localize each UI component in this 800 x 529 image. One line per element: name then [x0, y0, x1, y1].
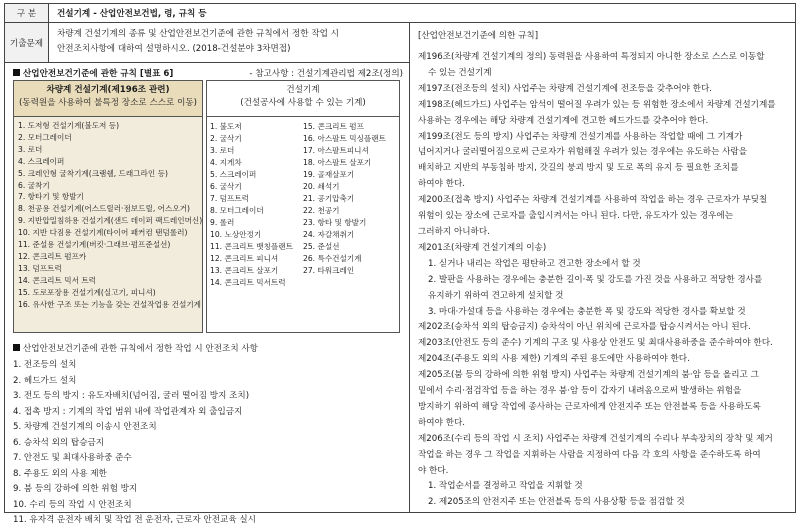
- left-column: [5, 63, 409, 525]
- table-header: [5, 63, 409, 80]
- table-subtitle: (동력원을 사용하여 불특정 장소로 스스로 이동): [18, 98, 198, 108]
- list-item: 14. 콘크리트 믹서트럭: [210, 278, 286, 287]
- regulation-line: 2. 제205조의 안전지주 또는 안전블록 등의 사용상황 등을 점검할 것: [428, 497, 685, 508]
- regulation-line: 제199조(전도 등의 방지) 사업주는 차량계 건설기계를 사용하는 작업할 때에 그 기계가: [418, 131, 743, 142]
- subject-row: [5, 4, 795, 23]
- list-item: 24. 자갈채취기: [303, 230, 355, 239]
- regulation-line: 사용하는 경우에는 해당 차량계 건설기계에 견고한 헤드가드를 갖추어야 한다.: [418, 115, 709, 126]
- question-label: 기출문제: [5, 23, 49, 62]
- regulation-line: 제204조(주용도 외의 사용 제한) 기계의 주된 용도에만 사용하여야 한다.: [418, 354, 690, 365]
- list-item: 4. 스크레이퍼: [18, 156, 65, 166]
- regulation-line: 야 한다.: [418, 465, 449, 476]
- list-item: 2. 헤드가드 설치: [13, 375, 77, 386]
- list-item: 12. 콘크리트 피니셔: [210, 254, 279, 263]
- regulation-line: 방지하기 위하여 해당 작업에 종사하는 근로자에게 안전지주 또는 안전블록 등을 사용하도록: [418, 401, 761, 412]
- table-title: 건설기계: [286, 85, 320, 95]
- machinery-list-col2: [303, 121, 396, 289]
- right-column: [410, 23, 795, 513]
- question-text: [49, 23, 409, 62]
- regulation-text: [418, 50, 789, 511]
- section-title: [13, 342, 403, 356]
- regulation-line: 2. 발판을 사용하는 경우에는 충분한 길이·폭 및 강도를 가진 것을 사용하고 적당한 경사를: [428, 274, 763, 285]
- regulation-line: 하여야 한다.: [418, 179, 465, 190]
- vehicle-machinery-list: [14, 117, 202, 314]
- list-item: 11. 콘크리트 뱃칭플랜트: [210, 242, 293, 251]
- list-item: 11. 준설용 건설기계(버킷·그래브·펌프준설선): [18, 240, 171, 250]
- section-title-text: 산업안전보건기준에 관한 규칙에서 정한 작업 시 안전조치 사항: [23, 344, 258, 354]
- machinery-columns: [207, 117, 399, 293]
- regulation-line: 수 있는 건설기계: [428, 67, 492, 78]
- table-heading: [207, 81, 399, 117]
- square-bullet-icon: [13, 69, 20, 76]
- regulation-line: 밑에서 수리·점검작업 등을 하는 경우 붐·암 등이 갑자기 내려옴으로써 발생하는 위험을: [418, 386, 742, 397]
- subject-label: 구 분: [5, 4, 49, 22]
- list-item: 6. 굴착기: [18, 180, 50, 190]
- list-item: 8. 모터그레이더: [210, 206, 264, 215]
- regulation-line: 제201조(차량계 건설기계의 이송): [418, 242, 547, 253]
- regulation-line: 3. 마대·가설대 등을 사용하는 경우에는 충분한 폭 및 강도와 적당한 경사를 확보할 것: [428, 306, 746, 317]
- regulation-line: 제203조(안전도 등의 준수) 기계의 구조 및 사용상 안전도 및 최대사용하중을 준수하여야 한다.: [418, 338, 773, 349]
- list-item: 2. 굴삭기: [210, 134, 242, 143]
- list-item: 4. 접촉 방지 : 기계의 작업 범위 내에 작업관계자 외 출입금지: [13, 406, 243, 417]
- list-item: 1. 전조등의 설치: [13, 360, 77, 370]
- reference-note: - 참고사항 : 건설기계관리법 제2조(정의): [249, 69, 403, 79]
- table-heading: [14, 81, 202, 117]
- list-item: 7. 항타기 및 항발기: [18, 192, 84, 202]
- list-item: 1. 도저형 건설기계(불도저 등): [18, 121, 120, 130]
- list-item: 22. 천공기: [303, 206, 340, 215]
- list-item: 10. 노상안정기: [210, 230, 262, 239]
- list-item: 3. 로더: [18, 144, 43, 154]
- list-item: 18. 아스팔트 살포기: [303, 158, 372, 167]
- list-item: 3. 전도 등의 방지 : 유도자배치(넘어짐, 굴러 떨어짐 방지 조치): [13, 391, 250, 401]
- list-item: 9. 지반압밀침하용 건설기계(샌드 데이퍼 팩드레인머신): [18, 216, 203, 226]
- list-item: 12. 콘크리트 펌프카: [18, 251, 87, 261]
- list-item: 15. 도로포장용 건설기계(실고기, 피니셔): [18, 287, 156, 297]
- list-item: 25. 준설선: [303, 242, 340, 251]
- safety-measures-section: [13, 342, 403, 529]
- list-item: 6. 승차석 외의 탑승금지: [13, 437, 105, 448]
- regulation-line: 1. 작업순서를 결정하고 작업을 지휘할 것: [428, 481, 583, 492]
- list-item: 16. 아스팔트 믹싱플랜트: [303, 134, 386, 143]
- list-item: 11. 유자격 운전자 배치 및 작업 전 운전자, 근로자 안전교육 실시: [13, 515, 256, 525]
- regulation-line: 제198조(헤드가드) 사업주는 암석이 떨어질 우려가 있는 등 위험한 장소에서 차량계 건설기계를: [418, 99, 776, 110]
- list-item: 19. 골재살포기: [303, 170, 355, 179]
- list-item: 7. 덤프트럭: [210, 194, 250, 203]
- list-item: 23. 항타 및 항발기: [303, 218, 367, 227]
- machinery-list-col1: [210, 121, 303, 289]
- list-item: 2. 모터그레이더: [18, 132, 72, 142]
- construction-machinery-table: [206, 80, 400, 333]
- table-title: 차량계 건설기계(제196조 관련): [46, 85, 170, 95]
- regulation-line: 제197조(전조등의 설치) 사업주는 차량계 건설기계에 전조등을 갖추어야 한다.: [418, 83, 713, 94]
- regulation-line: 1. 싣거나 내리는 작업은 평탄하고 견고한 장소에서 할 것: [428, 258, 641, 269]
- list-item: 10. 지반 다짐용 건설기계(타이어 패커컴 탠덤롤러): [18, 228, 188, 238]
- list-item: 1. 불도저: [210, 122, 242, 131]
- list-item: 5. 스크레이퍼: [210, 170, 257, 179]
- list-item: 5. 차량계 건설기계의 이송시 안전조치: [13, 422, 157, 432]
- regulation-line: 제196조(차량계 건설기계의 정의) 동력원을 사용하여 특정되지 아니한 장소로 스스로 이동할: [418, 52, 765, 62]
- list-item: 21. 공기압축기: [303, 194, 355, 203]
- list-item: 8. 천공용 건설기계(어스드릴러·점보드릴, 어스오거): [18, 204, 190, 214]
- list-item: 13. 콘크리트 살포기: [210, 266, 279, 275]
- regulation-line: 위험이 있는 장소에 근로자를 출입시켜서는 아니 된다. 다만, 유도자가 있는 경우에는: [418, 211, 734, 222]
- list-item: 6. 굴삭기: [210, 182, 242, 191]
- safety-measures-list: [13, 358, 403, 529]
- list-item: 7. 안전도 및 최대사용하중 준수: [13, 453, 132, 463]
- list-item: 9. 롤러: [210, 218, 235, 227]
- document-frame: [4, 3, 796, 525]
- list-item: 20. 쇄석기: [303, 182, 340, 191]
- regulation-line: 제206조(수리 등의 작업 시 조치) 사업주는 차량계 건설기계의 수리나 부속장치의 장착 및 제거: [418, 433, 773, 444]
- regulation-line: 배치하고 지반의 부동침하 방지, 갓길의 붕괴 방지 및 도로 폭의 유지 등 필요한 조치를: [418, 163, 739, 174]
- question-line: 차량계 건설기계의 종류 및 산업안전보건기준에 관한 규칙에서 정한 작업 시: [57, 29, 339, 39]
- regulation-line: 유지하기 위하여 견고하게 설치할 것: [428, 290, 564, 301]
- regulation-line: 넘어지거나 굴러떨어짐으로써 근로자가 위험해질 우려가 있는 경우에는 유도하는 사람을: [418, 147, 748, 158]
- list-item: 13. 덤프트럭: [18, 263, 62, 273]
- list-item: 4. 지게차: [210, 158, 242, 167]
- regulation-title: [산업안전보건기준에 의한 규칙]: [418, 31, 539, 41]
- list-item: 10. 수리 등의 작업 시 안전조치: [13, 499, 132, 510]
- list-item: 15. 콘크리트 펌프: [303, 122, 364, 131]
- regulation-line: 하여야 한다.: [418, 417, 465, 428]
- rules-appendix-title: 산업안전보건기준에 관한 규칙 [별표 6]: [23, 69, 174, 79]
- question-line: 안전조치사항에 대하여 설명하시오. (2018-건설분야 3차면접): [57, 44, 291, 54]
- table-subtitle: (건설공사에 사용할 수 있는 기계): [240, 98, 366, 108]
- list-item: 5. 크레인형 굴착기계(크램쉘, 드래그라인 등): [18, 168, 168, 178]
- list-item: 9. 붐 등의 강하에 의한 위험 방지: [13, 484, 138, 494]
- regulation-line: 제200조(접촉 방지) 사업주는 차량계 건설기계를 사용하여 작업을 하는 경우 근로자가 부딪칠: [418, 195, 768, 206]
- list-item: 14. 콘크리트 믹서 트럭: [18, 275, 97, 285]
- regulation-line: 제205조(붐 등의 강하에 의한 위험 방지) 사업주는 차량계 건설기계의 붐·암 등을 올리고 그: [418, 370, 759, 381]
- regulation-line: 제202조(승차석 외의 탑승금지) 승차석이 아닌 위치에 근로자를 탑승시켜서는 아니 된다.: [418, 322, 751, 333]
- regulation-line: 그러하지 아니하다.: [418, 226, 490, 237]
- list-item: 27. 타워크레인: [303, 266, 355, 275]
- regulation-line: 작업을 하는 경우 그 작업을 지휘하는 사람을 지정하여 다음 각 호의 사항을 준수하도록 하여: [418, 449, 761, 460]
- question-row: [5, 23, 409, 63]
- list-item: 17. 아스팔트피니셔: [303, 146, 369, 155]
- list-item: 26. 특수건설기계: [303, 254, 362, 263]
- list-item: 8. 주용도 외의 사용 제한: [13, 468, 107, 479]
- list-item: 3. 로더: [210, 146, 235, 155]
- vehicle-machinery-table: [13, 80, 203, 333]
- square-bullet-icon: [13, 344, 20, 351]
- list-item: 16. 유사한 구조 또는 기능을 갖는 건설작업용 건설기계: [18, 299, 202, 309]
- subject-value: 건설기계 - 산업안전보건법, 령, 규칙 등: [57, 9, 207, 19]
